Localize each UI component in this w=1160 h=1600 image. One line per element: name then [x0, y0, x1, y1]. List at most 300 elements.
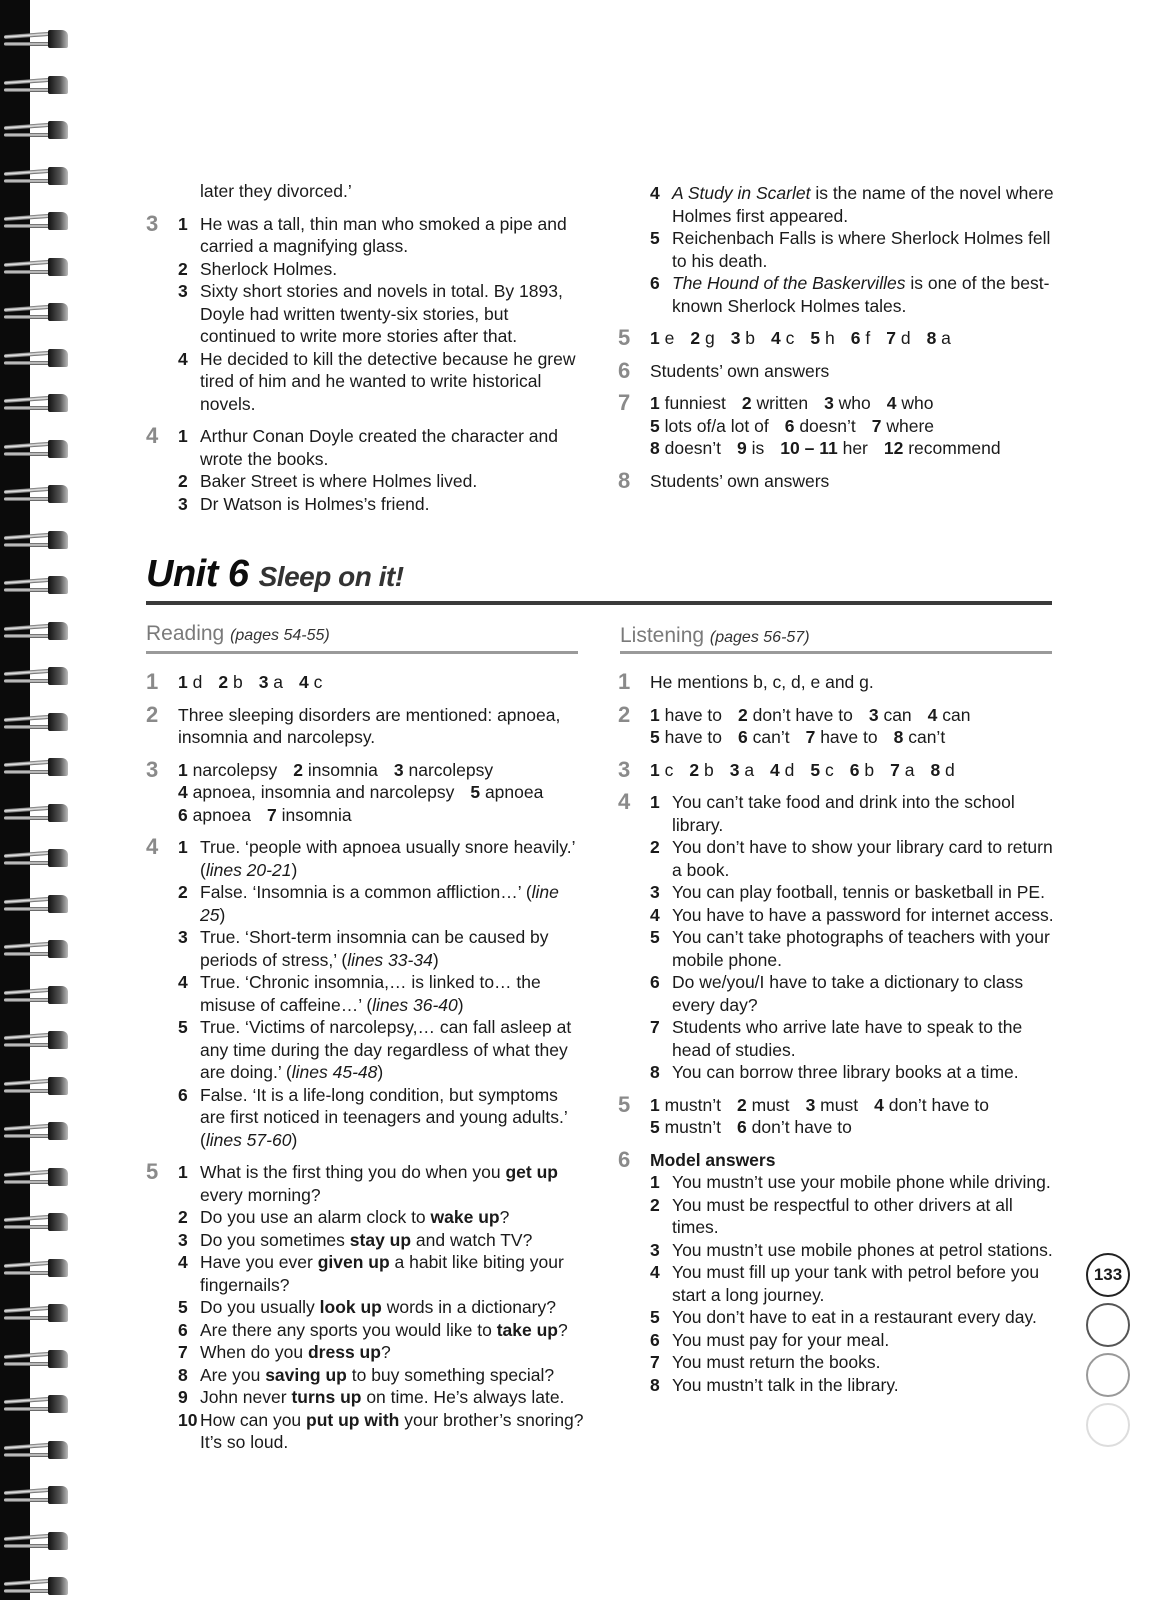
answer-number: 6 [737, 1117, 752, 1137]
answer-value: can’t [908, 727, 946, 747]
item-number: 6 [650, 273, 660, 293]
exercise-number: 4 [618, 789, 631, 814]
spiral-ring-icon [4, 1029, 70, 1051]
ring-cap [48, 1577, 68, 1595]
answer-number: 2 [218, 672, 233, 692]
ring-cap [48, 1259, 68, 1277]
item-text [672, 182, 1058, 227]
answer-number: 7 [805, 727, 821, 747]
answer-number: 6 [850, 328, 866, 348]
answer-number: 7 [871, 415, 887, 436]
list-item [178, 1016, 586, 1084]
ring-cap [48, 394, 68, 412]
reading-column [146, 671, 586, 1464]
exercise-4 [146, 425, 586, 515]
exercise-body: Three sleeping disorders are mentioned: apnoea, insomnia and narcolepsy. [178, 704, 561, 747]
list-item [178, 213, 586, 258]
exercise-body [650, 759, 1058, 782]
top-right-column [618, 182, 1058, 502]
answer-value: is [751, 438, 765, 458]
line-reference: lines 57-60 [205, 1129, 292, 1150]
answer-value: can’t [752, 727, 790, 747]
answer-value: apnoea, insomnia and narcolepsy [192, 782, 455, 802]
answer-value: must [751, 1094, 790, 1115]
spiral-ring-icon [4, 1120, 70, 1142]
spiral-ring-icon [4, 756, 70, 778]
item-text: He decided to kill the detective because he grew tired of him and he wanted to write historical novels. [200, 348, 576, 414]
answer-value: h [825, 328, 835, 348]
item-text: You can’t take food and drink into the school library. [672, 792, 1015, 835]
answer-value: doesn’t [799, 415, 856, 436]
spiral-ring-icon [4, 438, 70, 460]
list-item [178, 1341, 586, 1364]
item-text [200, 1409, 586, 1454]
quote: True. ‘people with apnoea usually snore heavily.’ ( [200, 837, 575, 880]
exercise-body [178, 1161, 586, 1454]
exercise-number: 4 [146, 423, 159, 448]
unit-title [146, 553, 404, 596]
answer-number: 4 [178, 782, 193, 802]
answer-value: apnoea [192, 804, 252, 825]
item-text [200, 971, 586, 1016]
list-item [178, 836, 586, 881]
exercise-number: 5 [618, 325, 631, 350]
item-number: 4 [178, 1252, 188, 1272]
item-number: 3 [650, 882, 660, 902]
list-item [650, 1239, 1058, 1262]
quote: False. ‘It is a life-long condition, but symptoms are first noticed in teenagers and young adults.’ ( [200, 1084, 568, 1150]
answer-value: can [883, 704, 912, 725]
line-reference: lines 33-34 [347, 949, 433, 970]
answer-value: apnoea [484, 782, 544, 802]
list-item [178, 1364, 586, 1387]
text: Have you ever [200, 1252, 318, 1272]
answer-value: mustn’t [664, 1094, 722, 1115]
line-reference: lines 20-21 [205, 859, 292, 880]
answer-number: 6 [178, 804, 193, 825]
page-tab-circle [1086, 1353, 1130, 1397]
text: your brother’s snoring? It’s so loud. [200, 1409, 584, 1452]
item-number: 1 [178, 213, 188, 234]
item-number: 6 [650, 972, 660, 992]
answer-row [650, 327, 1058, 350]
item-text [200, 881, 586, 926]
spiral-ring-icon [4, 893, 70, 915]
exercise-number: 1 [618, 669, 631, 694]
answer-value: who [838, 393, 871, 413]
item-text: Sherlock Holmes. [200, 258, 338, 279]
answer-row [650, 726, 1058, 749]
exercise-number: 4 [146, 834, 159, 859]
text: Do you sometimes [200, 1229, 350, 1250]
text: Are there any sports you would like to [200, 1319, 497, 1340]
item-text: You mustn’t talk in the library. [672, 1374, 899, 1395]
answer-value: b [232, 672, 243, 692]
ring-cap [48, 713, 68, 731]
text: Reichenbach Falls is where Sherlock Holmes fell to his death. [672, 228, 1051, 271]
item-text: You can’t take photographs of teachers with your mobile phone. [672, 927, 1050, 970]
item-number: 8 [178, 1364, 188, 1385]
ring-cap [48, 30, 68, 48]
exercise-5 [618, 327, 1058, 350]
item-number: 9 [178, 1387, 188, 1407]
reading-exercise-4 [146, 836, 586, 1151]
exercise-number: 3 [146, 756, 159, 782]
item-text [200, 1386, 586, 1409]
ring-cap [48, 1441, 68, 1459]
list-item [178, 258, 586, 281]
item-number: 8 [650, 1374, 660, 1395]
item-text: Students who arrive late have to speak to the head of studies. [672, 1017, 1023, 1060]
unit-label: Unit 6 [146, 553, 249, 595]
top-left-column [146, 180, 586, 525]
answer-number: 1 [178, 672, 193, 692]
answer-value: have to [664, 704, 723, 725]
exercise-body [650, 1094, 1058, 1139]
list-item [650, 926, 1058, 971]
answer-value: recommend [908, 438, 1001, 458]
listening-exercise-6 [618, 1146, 1058, 1397]
exercise-body [650, 182, 1058, 317]
text: Do you usually [200, 1297, 320, 1317]
item-number: 1 [178, 426, 188, 446]
item-number: 5 [178, 1297, 188, 1317]
item-text: Baker Street is where Holmes lived. [200, 471, 478, 491]
list-item [178, 971, 586, 1016]
item-text [200, 1084, 586, 1152]
phrasal-verb: put up with [306, 1409, 400, 1430]
answer-number: 9 [737, 438, 752, 458]
answer-number: 5 [650, 415, 665, 436]
spiral-ring-icon [4, 165, 70, 187]
item-text [200, 1296, 586, 1319]
ring-cap [48, 76, 68, 94]
item-text [200, 836, 586, 881]
list-item [650, 904, 1058, 927]
spiral-ring-icon [4, 620, 70, 642]
title-italic: The Hound of the Baskervilles [672, 273, 906, 293]
exercise-number [618, 182, 650, 317]
list-item [650, 791, 1058, 836]
answer-number: 5 [470, 782, 485, 802]
answer-row [650, 437, 1058, 460]
list-item [178, 1206, 586, 1229]
answer-number: 1 [650, 393, 665, 413]
exercise-body: Students’ own answers [650, 360, 830, 381]
text: and watch TV? [411, 1229, 533, 1250]
answer-value: d [784, 759, 795, 780]
ring-cap [48, 1122, 68, 1140]
exercise-6 [618, 357, 1058, 383]
answer-value: narcolepsy [408, 759, 494, 780]
unit-divider [146, 601, 1052, 605]
ring-cap [48, 804, 68, 822]
ring-cap [48, 1395, 68, 1413]
continued-line: later they divorced.’ [200, 181, 352, 201]
section-title: Listening [620, 624, 705, 647]
listening-exercise-4 [618, 791, 1058, 1084]
item-text [200, 1161, 586, 1206]
item-text [200, 1016, 586, 1084]
exercise-body: Students’ own answers [650, 470, 830, 491]
item-text [672, 272, 1058, 317]
item-number: 3 [650, 1239, 660, 1260]
spiral-ring-icon [4, 1439, 70, 1461]
spiral-ring-icon [4, 1257, 70, 1279]
section-title: Reading [146, 622, 225, 645]
list-item [178, 926, 586, 971]
spiral-ring-icon [4, 1211, 70, 1233]
listening-exercise-3 [618, 756, 1058, 782]
item-text [200, 1229, 586, 1252]
text: Do you use an alarm clock to [200, 1207, 431, 1227]
spiral-ring-icon [4, 256, 70, 278]
answer-row [178, 804, 586, 827]
item-number: 7 [650, 1017, 660, 1037]
ring-cap [48, 1486, 68, 1504]
answer-number: 4 [927, 704, 943, 725]
item-text: You can play football, tennis or basketball in PE. [672, 882, 1045, 902]
answer-value: c [785, 328, 795, 348]
unit-subtitle: Sleep on it! [258, 561, 404, 592]
spiral-ring-icon [4, 1302, 70, 1324]
answer-number: 8 [930, 759, 946, 780]
ring-cap [48, 758, 68, 776]
answer-row [650, 415, 1058, 438]
exercise-body [650, 392, 1058, 460]
ring-cap [48, 576, 68, 594]
ring-cap [48, 849, 68, 867]
item-number: 4 [650, 904, 660, 925]
ring-cap [48, 1077, 68, 1095]
ring-cap [48, 1213, 68, 1231]
text: on time. He’s always late. [361, 1387, 565, 1407]
item-number: 1 [178, 837, 188, 857]
exercise-number: 6 [618, 357, 631, 383]
item-number: 3 [178, 281, 188, 301]
phrasal-verb: get up [505, 1162, 558, 1182]
answer-value: b [703, 759, 714, 780]
list-item [650, 272, 1058, 317]
exercise-body [650, 791, 1058, 1084]
list-item [178, 425, 586, 470]
item-number: 10 [178, 1409, 198, 1430]
item-number: 4 [178, 348, 188, 369]
answer-value: a [904, 759, 915, 780]
answer-number: 2 [741, 393, 757, 413]
text: is one of the best-known Sherlock Holmes tales. [672, 273, 1050, 316]
list-item [178, 1319, 586, 1342]
quote: False. ‘Insomnia is a common affliction…’ ( [200, 882, 532, 902]
item-number: 2 [178, 258, 188, 279]
listening-divider [620, 651, 1052, 654]
spiral-ring-icon [4, 529, 70, 551]
page-number-tabs [1086, 1253, 1132, 1453]
answer-number: 5 [650, 727, 665, 747]
item-number: 7 [178, 1342, 188, 1362]
exercise-body [178, 213, 586, 416]
answer-value: c [825, 759, 834, 780]
item-number: 1 [178, 1162, 188, 1182]
paren: ) [291, 859, 298, 880]
ring-cap [48, 1350, 68, 1368]
text: to buy something special? [346, 1364, 555, 1385]
answer-number: 7 [886, 328, 901, 348]
answer-number: 7 [267, 804, 282, 825]
exercise-number: 3 [618, 756, 631, 782]
spiral-ring-icon [4, 847, 70, 869]
item-number: 2 [178, 1207, 188, 1227]
exercise-body [178, 836, 586, 1151]
section-pages: (pages 54-55) [230, 627, 330, 644]
item-number: 3 [178, 493, 188, 514]
ring-cap [48, 531, 68, 549]
spiral-ring-icon [4, 392, 70, 414]
exercise-number: 2 [146, 701, 159, 727]
ring-cap [48, 895, 68, 913]
list-item [650, 1351, 1058, 1374]
answer-number: 2 [737, 1094, 752, 1115]
list-item [178, 1409, 586, 1454]
item-number: 8 [650, 1062, 660, 1082]
list-item [178, 493, 586, 516]
text: every morning? [200, 1184, 321, 1205]
reading-exercise-3 [146, 756, 586, 827]
spiral-ring-icon [4, 711, 70, 733]
exercise-body [178, 759, 586, 827]
answer-number: 8 [926, 328, 942, 348]
answer-number: 4 [770, 759, 785, 780]
item-number: 4 [178, 972, 188, 992]
item-text: You don’t have to show your library card to return a book. [672, 837, 1053, 880]
item-number: 1 [650, 792, 660, 812]
item-text: You must pay for your meal. [672, 1329, 890, 1350]
answer-value: can [942, 704, 971, 725]
answer-value: have to [664, 727, 723, 747]
answer-number: 4 [771, 328, 786, 348]
answer-number: 6 [738, 727, 753, 747]
answer-row [178, 781, 586, 804]
answer-number: 3 [393, 759, 409, 780]
ring-cap [48, 1031, 68, 1049]
exercise-7 [618, 392, 1058, 460]
spiral-ring-icon [4, 574, 70, 596]
listening-heading [620, 624, 810, 648]
spiral-ring-icon [4, 938, 70, 960]
ring-cap [48, 485, 68, 503]
item-number: 6 [178, 1319, 188, 1340]
item-number: 2 [178, 882, 188, 902]
item-text: You must be respectful to other drivers at all times. [672, 1194, 1013, 1237]
text: How can you [200, 1409, 307, 1430]
title-italic: A Study in Scarlet [672, 183, 811, 203]
answer-value: must [820, 1094, 859, 1115]
answer-number: 8 [893, 727, 909, 747]
phrasal-verb: saving up [265, 1364, 347, 1385]
answer-number: 1 [650, 328, 665, 348]
ring-cap [48, 1168, 68, 1186]
item-text [672, 227, 1058, 272]
list-item [178, 470, 586, 493]
reading-divider [146, 651, 578, 654]
answer-value: d [945, 759, 955, 780]
answer-value: don’t have to [751, 1117, 852, 1137]
item-text: You have to have a password for internet access. [672, 904, 1054, 925]
spiral-ring-icon [4, 802, 70, 824]
item-number: 5 [650, 927, 660, 947]
answer-row [650, 704, 1058, 727]
answer-value: narcolepsy [192, 759, 278, 780]
answer-value: d [900, 328, 911, 348]
ring-cap [48, 1304, 68, 1322]
answer-number: 5 [810, 328, 825, 348]
paren: ) [219, 904, 226, 925]
text: ? [380, 1342, 391, 1362]
line-reference: lines 36-40 [372, 994, 458, 1015]
list-item [178, 280, 586, 348]
answer-value: mustn’t [664, 1117, 722, 1137]
spiral-ring-icon [4, 1484, 70, 1506]
answer-row [650, 392, 1058, 415]
page-tab-circle [1086, 1403, 1130, 1447]
spiral-ring-icon [4, 1575, 70, 1597]
answer-value: funniest [664, 393, 726, 413]
text: Are you [200, 1364, 266, 1385]
answer-value: a [941, 328, 951, 348]
ring-cap [48, 303, 68, 321]
ring-cap [48, 940, 68, 958]
answer-value: don’t have to [752, 704, 853, 725]
reading-exercise-1 [146, 671, 586, 694]
list-item [650, 836, 1058, 881]
text: a habit like biting your fingernails? [200, 1252, 564, 1295]
answer-value: a [273, 672, 284, 692]
list-item [650, 1171, 1058, 1194]
reading-exercise-5 [146, 1161, 586, 1454]
list-item [178, 1229, 586, 1252]
ring-cap [48, 349, 68, 367]
answer-number: 3 [805, 1094, 821, 1115]
item-text: You must return the books. [672, 1352, 881, 1372]
spiral-ring-icon [4, 210, 70, 232]
listening-column [618, 671, 1058, 1406]
listening-exercise-2 [618, 701, 1058, 749]
ring-cap [48, 986, 68, 1004]
list-item [650, 971, 1058, 1016]
item-number: 2 [650, 837, 660, 857]
ring-cap [48, 167, 68, 185]
ring-cap [48, 622, 68, 640]
model-answers-heading: Model answers [650, 1149, 776, 1170]
item-text [200, 1206, 586, 1229]
quote: True. ‘Short-term insomnia can be caused by periods of stress,’ ( [200, 927, 549, 970]
list-item [178, 1251, 586, 1296]
item-text: Sixty short stories and novels in total. By 1893, Doyle had written twenty-six stories, but continued to write more stories after that. [200, 281, 563, 346]
list-item [650, 182, 1058, 227]
list-item [650, 1261, 1058, 1306]
answer-number: 10 – 11 [780, 438, 843, 458]
answer-number: 1 [178, 759, 193, 780]
spiral-ring-icon [4, 1075, 70, 1097]
answer-value: insomnia [307, 759, 378, 780]
item-text: You must fill up your tank with petrol before you start a long journey. [672, 1262, 1040, 1305]
spiral-ring-icon [4, 301, 70, 323]
answer-number: 2 [293, 759, 308, 780]
answer-value: insomnia [281, 804, 352, 825]
spiral-ring-icon [4, 119, 70, 141]
list-item [178, 1296, 586, 1319]
list-item [650, 1306, 1058, 1329]
